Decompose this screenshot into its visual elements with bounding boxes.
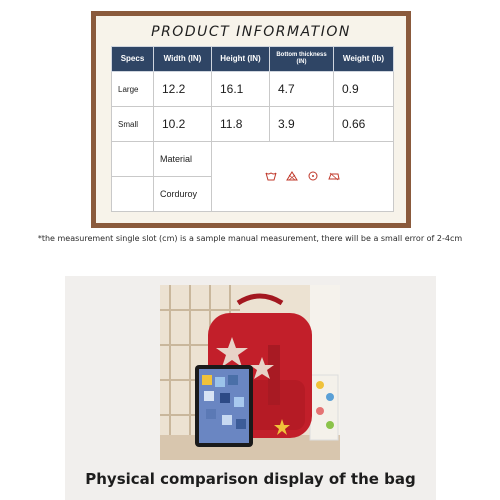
thickness-value: 4.7 [270,72,334,107]
width-value: 10.2 [154,107,212,142]
table-row [112,72,394,107]
no-bleach-icon [286,171,298,184]
care-icons-cell [212,142,394,212]
low-iron-icon [307,171,319,184]
product-info-board [91,11,411,228]
col-header-width: Width (IN) [154,47,212,72]
board-title: PRODUCT INFORMATION [151,24,351,40]
col-header-thickness: Bottom thickness (IN) [270,47,334,72]
photo-panel [65,276,436,500]
measurement-note: *the measurement single slot (cm) is a sample manual measurement, there will be a small error of 2-4cm [37,234,463,243]
col-header-height: Height (IN) [212,47,270,72]
size-label: Large [112,72,154,107]
table-row [112,107,394,142]
width-value: 12.2 [154,72,212,107]
no-tumble-dry-icon [328,171,340,184]
material-row [112,142,394,177]
size-label: Small [112,107,154,142]
tablet [195,365,253,447]
weight-value: 0.66 [334,107,394,142]
weight-value: 0.9 [334,72,394,107]
photo-caption: Physical comparison display of the bag [85,470,416,488]
col-header-weight: Weight (lb) [334,47,394,72]
thickness-value: 3.9 [270,107,334,142]
spec-table [111,46,394,212]
height-value: 16.1 [212,72,270,107]
col-header-specs: Specs [112,47,154,72]
height-value: 11.8 [212,107,270,142]
hand-wash-icon [265,171,277,184]
table-header-row [112,47,394,72]
empty-cell [112,177,154,212]
material-value: Corduroy [154,177,212,212]
empty-cell [112,142,154,177]
material-label: Material [154,142,212,177]
bag-photo [160,285,340,460]
